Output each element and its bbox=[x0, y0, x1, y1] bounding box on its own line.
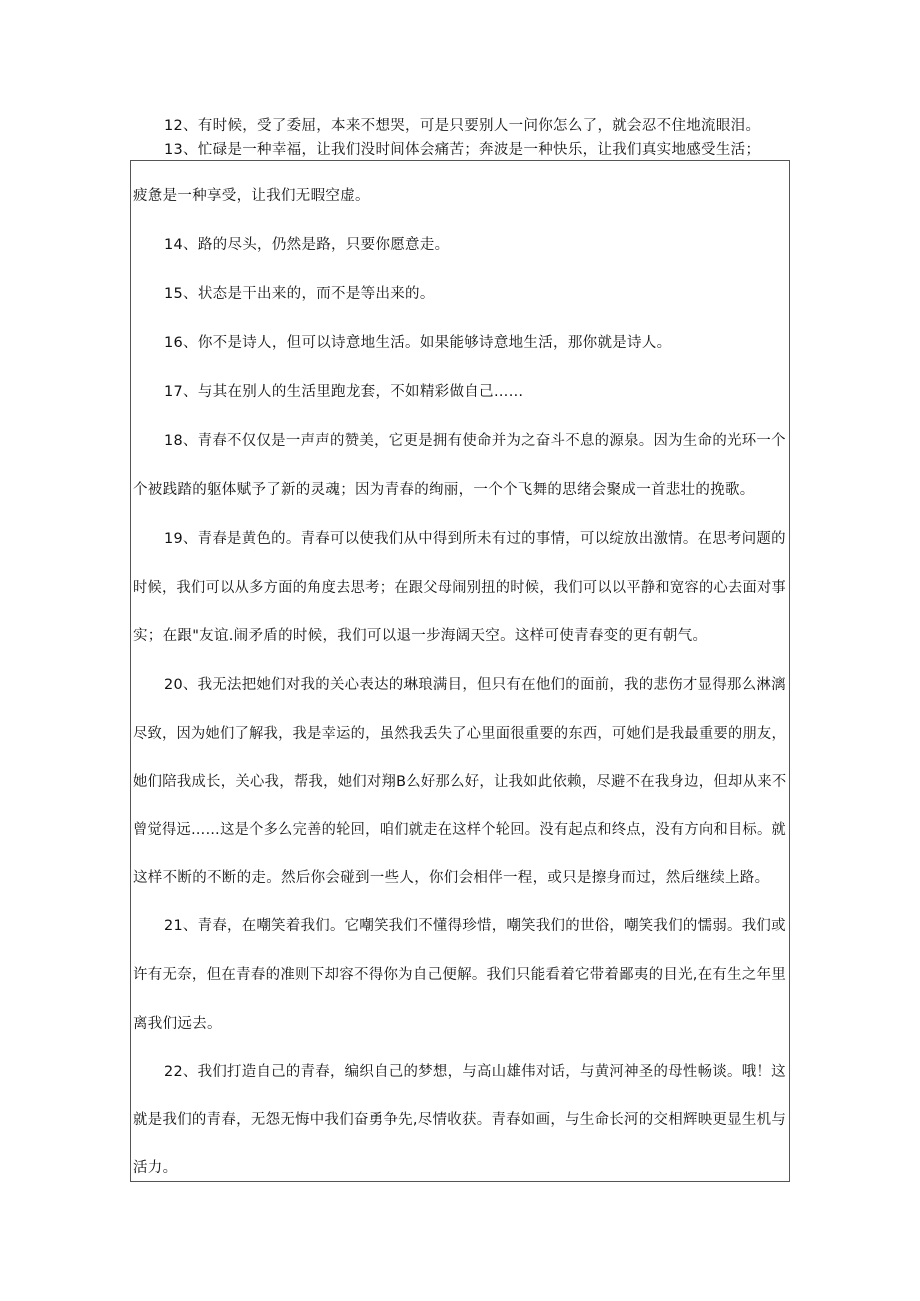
text-line-22a: 22、我们打造自己的青春，编织自己的梦想，与高山雄伟对话，与黄河神圣的母性畅谈。哦！这 bbox=[164, 1064, 786, 1080]
text-line-20b: 尽致，因为她们了解我，我是幸运的，虽然我丢失了心里面很重要的东西，可她们是我最重要的朋友， bbox=[133, 726, 787, 742]
text-line-22b: 就是我们的青春，无怨无悔中我们奋勇争先,尽情收获。青春如画，与生命长河的交相辉映更显生机与 bbox=[133, 1112, 787, 1128]
text-line-16: 16、你不是诗人，但可以诗意地生活。如果能够诗意地生活，那你就是诗人。 bbox=[164, 335, 672, 351]
text-line-13b: 疲惫是一种享受，让我们无暇空虚。 bbox=[133, 188, 370, 204]
text-line-18b: 个被践踏的躯体赋予了新的灵魂；因为青春的绚丽，一个个飞舞的思绪会聚成一首悲壮的挽歌。 bbox=[133, 482, 755, 498]
text-line-19b: 时候，我们可以从多方面的角度去思考；在跟父母闹别扭的时候，我们可以以平静和宽容的心去面对事 bbox=[133, 580, 787, 596]
text-line-18a: 18、青春不仅仅是一声声的赞美，它更是拥有使命并为之奋斗不息的源泉。因为生命的光环一个 bbox=[164, 433, 786, 449]
text-line-20d: 曾觉得远……这是个多么完善的轮回，咱们就走在这样个轮回。没有起点和终点，没有方向和目标。就 bbox=[133, 822, 787, 838]
text-line-14: 14、路的尽头，仍然是路，只要你愿意走。 bbox=[164, 237, 450, 253]
text-line-17: 17、与其在别人的生活里跑龙套，不如精彩做自己…… bbox=[164, 384, 524, 400]
text-line-21a: 21、青春，在嘲笑着我们。它嘲笑我们不懂得珍惜，嘲笑我们的世俗，嘲笑我们的懦弱。我们或 bbox=[164, 918, 786, 934]
text-line-20c: 她们陪我成长，关心我，帮我，她们对翔B么好那么好，让我如此依赖，尽避不在我身边，但却从来不 bbox=[133, 774, 787, 790]
text-line-21b: 许有无奈，但在青春的准则下却容不得你为自己便解。我们只能看着它带着鄙夷的目光,在有生之年里 bbox=[133, 967, 787, 983]
text-line-22c: 活力。 bbox=[133, 1160, 178, 1176]
text-line-13a: 13、忙碌是一种幸福，让我们没时间体会痛苦；奔波是一种快乐，让我们真实地感受生活； bbox=[164, 142, 761, 158]
text-line-21c: 离我们远去。 bbox=[133, 1016, 222, 1032]
text-line-20e: 这样不断的不断的走。然后你会碰到一些人，你们会相伴一程，或只是擦身而过，然后继续上路。 bbox=[133, 870, 770, 886]
content-table-border bbox=[130, 160, 790, 1182]
text-line-19a: 19、青春是黄色的。青春可以使我们从中得到所未有过的事情，可以绽放出激情。在思考问题的 bbox=[164, 531, 786, 547]
text-line-19c: 实；在跟"友谊.闹矛盾的时候，我们可以退一步海阔天空。这样可使青春变的更有朝气。 bbox=[133, 628, 708, 644]
text-line-20a: 20、我无法把她们对我的关心表达的琳琅满目，但只有在他们的面前，我的悲伤才显得那么淋漓 bbox=[164, 677, 786, 693]
text-line-12: 12、有时候，受了委屈，本来不想哭，可是只要别人一问你怎么了，就会忍不住地流眼泪。 bbox=[164, 118, 761, 134]
text-line-15: 15、状态是干出来的，而不是等出来的。 bbox=[164, 286, 435, 302]
